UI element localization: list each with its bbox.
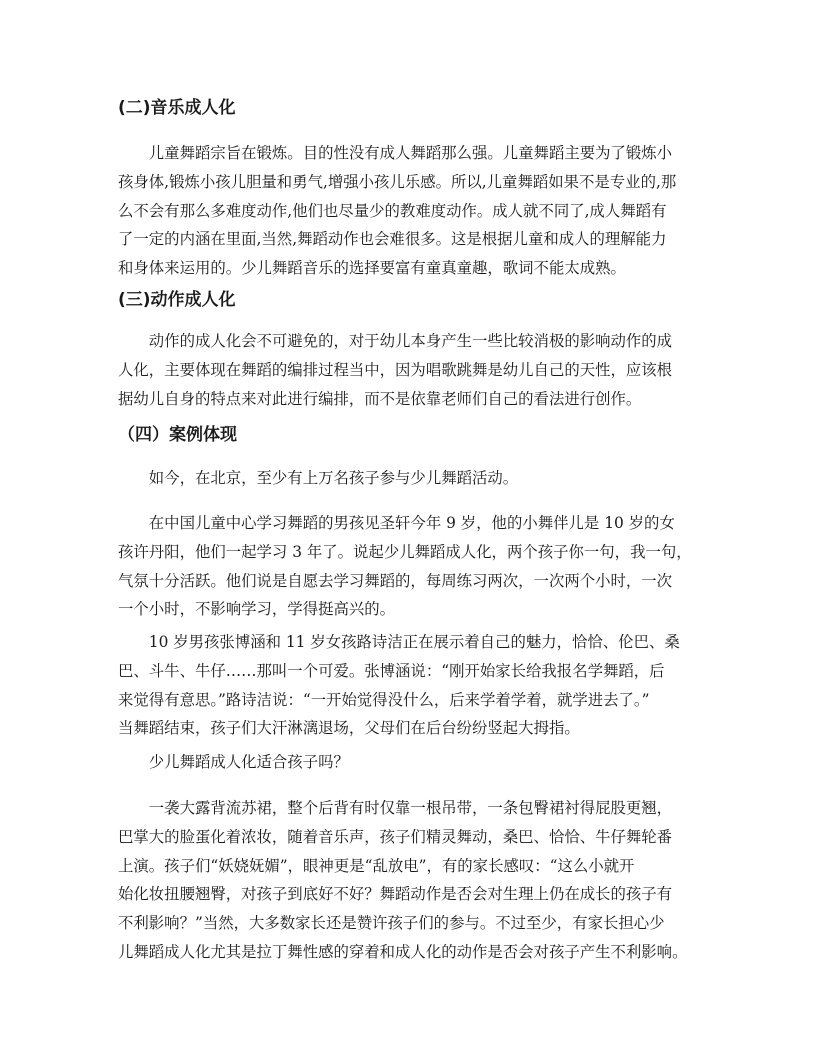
paragraph-music [118, 139, 708, 283]
text-line: 少儿舞蹈成人化适合孩子吗？ [118, 753, 349, 771]
paragraph-case-1 [118, 509, 708, 624]
text-line: 来觉得有意思。”路诗洁说：“一开始觉得没什么，后来学着学着，就学进去了。” [118, 690, 650, 709]
text-line: 孩许丹阳，他们一起学习 3 年了。说起少儿舞蹈成人化，两个孩子你一句，我一句， [118, 542, 692, 561]
text-line: 一个小时，不影响学习，学得挺高兴的。 [118, 600, 396, 619]
text-line: 儿童舞蹈宗旨在锻炼。目的性没有成人舞蹈那么强。儿童舞蹈主要为了锻炼小 [118, 144, 673, 162]
text-line: 始化妆扭腰翘臀，对孩子到底好不好？舞蹈动作是否会对生理上仍在成长的孩子有 [118, 885, 673, 904]
text-line: 气氛十分活跃。他们说是自愿去学习舞蹈的，每周练习两次，一次两个小时，一次 [118, 571, 673, 590]
paragraph-movement [118, 327, 708, 413]
text-line: 么不会有那么多难度动作,他们也尽量少的教难度动作。成人就不同了,成人舞蹈有 [118, 201, 667, 220]
section-heading-music: (二)音乐成人化 [118, 98, 236, 118]
text-line: 上演。孩子们“妖娆妩媚”，眼神更是“乱放电”，有的家长感叹：“这么小就开 [118, 856, 635, 875]
text-line: 据幼儿自身的特点来对此进行编排，而不是依靠老师们自己的看法进行创作。 [118, 389, 642, 408]
paragraph-question [118, 748, 708, 777]
section-heading-movement: (三)动作成人化 [118, 290, 236, 310]
text-line: 巴掌大的脸蛋化着浓妆，随着音乐声，孩子们精灵舞动，桑巴、恰恰、牛仔舞轮番 [118, 827, 673, 846]
text-line: 一袭大露背流苏裙，整个后背有时仅靠一根吊带，一条包臀裙衬得屁股更翘， [118, 799, 673, 817]
text-line: 如今，在北京，至少有上万名孩子参与少儿舞蹈活动。 [118, 469, 519, 487]
text-line: 儿舞蹈成人化尤其是拉丁舞性感的穿着和成人化的动作是否会对孩子产生不利影响。 [118, 942, 688, 961]
text-line: 了一定的内涵在里面,当然,舞蹈动作也会难很多。这是根据儿童和成人的理解能力 [118, 230, 667, 249]
text-line: 动作的成人化会不可避免的，对于幼儿本身产生一些比较消极的影响动作的成 [118, 332, 673, 350]
paragraph-case-3 [118, 794, 708, 967]
text-line: 10 岁男孩张博涵和 11 岁女孩路诗洁正在展示着自己的魅力，恰恰、伦巴、桑 [118, 633, 680, 651]
text-line: 当舞蹈结束，孩子们大汗淋漓退场，父母们在后台纷纷竖起大拇指。 [118, 719, 580, 738]
text-line: 在中国儿童中心学习舞蹈的男孩见圣轩今年 9 岁，他的小舞伴儿是 10 岁的女 [118, 514, 675, 532]
text-line: 和身体来运用的。少儿舞蹈音乐的选择要富有童真童趣，歌词不能太成熟。 [118, 259, 626, 278]
text-line: 人化，主要体现在舞蹈的编排过程当中，因为唱歌跳舞是幼儿自己的天性，应该根 [118, 360, 673, 379]
text-line: 不利影响？”当然，大多数家长还是赞许孩子们的参与。不过至少，有家长担心少 [118, 914, 665, 933]
text-line: 巴、斗牛、牛仔……那叫一个可爱。张博涵说：“刚开始家长给我报名学舞蹈，后 [118, 661, 665, 680]
paragraph-case-2 [118, 628, 708, 743]
paragraph-case-intro [118, 464, 708, 493]
section-heading-cases: （四）案例体现 [118, 425, 237, 445]
text-line: 孩身体,锻炼小孩儿胆量和勇气,增强小孩儿乐感。所以,儿童舞蹈如果不是专业的,那 [118, 172, 677, 191]
